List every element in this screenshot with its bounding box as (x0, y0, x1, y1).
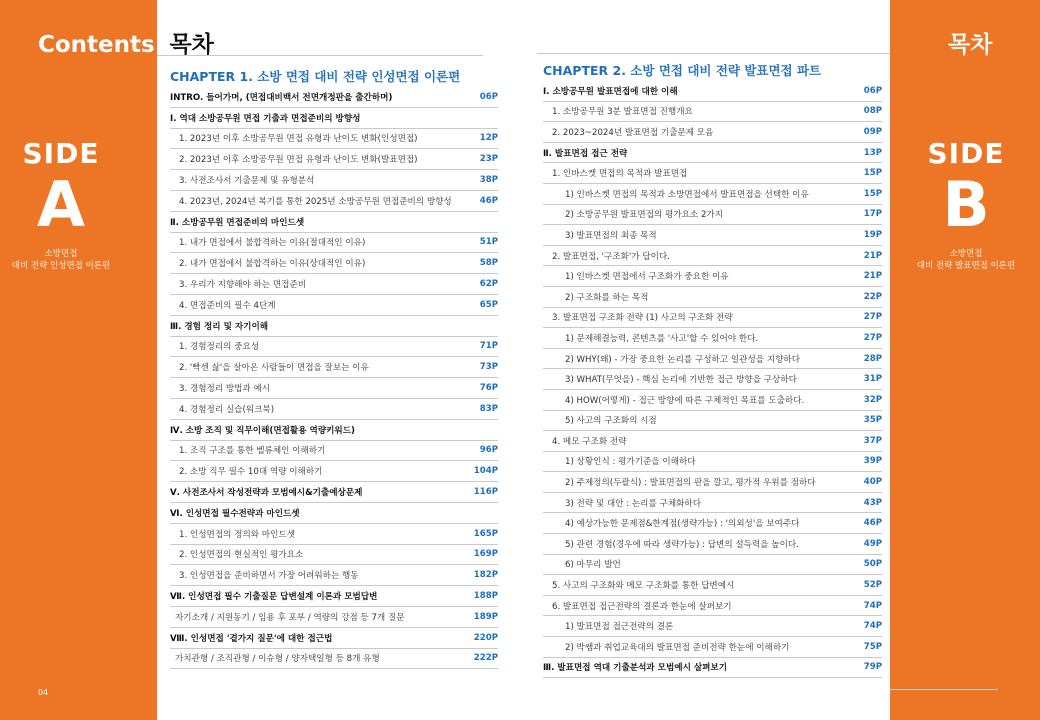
toc-entry-title: 3. 사전조사서 기출문제 및 유형분석 (179, 176, 315, 187)
toc-row[interactable] (170, 191, 498, 212)
toc-row[interactable] (170, 129, 498, 150)
page-number: 04 (38, 688, 49, 697)
toc-entry-page: 43P (863, 497, 882, 508)
toc-entry-page: 74P (863, 621, 882, 632)
side-a-letter: A (37, 168, 85, 241)
toc-entry-title: 3) WHAT(무엇을) - 핵심 논리에 기반한 접근 방향을 구상하다 (565, 375, 797, 386)
toc-entry-title: 2) WHY(왜) - 가장 중요한 논리를 구성하고 일관성을 지향하다 (565, 354, 801, 365)
toc-entry-title: 3. 인성면접을 준비하면서 가장 어려워하는 행동 (179, 571, 359, 582)
toc-entry-title: 3. 경험정리 방법과 예시 (179, 384, 271, 395)
toc-entry-title: 1) 문제해결능력, 콘텐츠를 '사고'할 수 있어야 한다. (565, 333, 759, 344)
toc-row[interactable] (170, 337, 498, 358)
toc-row[interactable] (543, 349, 882, 370)
toc-entry-page: 165P (473, 528, 498, 539)
toc-entry-title: 1) 발표면접 접근전략의 결론 (565, 622, 674, 633)
toc-entry-page: 222P (473, 653, 498, 664)
toc-entry-page: 51P (479, 237, 498, 248)
toc-entry-page: 21P (863, 271, 882, 282)
toc-row[interactable] (543, 637, 882, 658)
toc-entry-page: 15P (863, 168, 882, 179)
toc-row[interactable] (170, 170, 498, 191)
toc-row[interactable] (170, 524, 498, 545)
toc-entry-page: 39P (863, 456, 882, 467)
toc-entry-title: 2. '빡센 삶'을 살아온 사람들이 면접을 잘보는 이유 (179, 363, 369, 374)
toc-row[interactable] (170, 253, 498, 274)
toc-row[interactable] (170, 149, 498, 170)
toc-row[interactable] (543, 122, 882, 143)
toc-entry-page: 19P (863, 229, 882, 240)
toc-entry-title: 2. 2023~2024년 발표면접 기출문제 모음 (552, 127, 714, 138)
toc-entry-title: 가치관형 / 조직관형 / 이슈형 / 양자택일형 등 8개 유형 (175, 654, 380, 665)
toc-row[interactable] (170, 503, 498, 524)
toc-row[interactable] (543, 143, 882, 164)
toc-entry-title: 1) 인바스켓 면접의 목적과 소방면접에서 발표면접을 선택한 이유 (565, 189, 809, 200)
toc-entry-title: 4) HOW(어떻게) - 접근 방향에 따른 구체적인 목표를 도출하다. (565, 395, 805, 406)
toc-entry-title: 2. 인성면접의 현실적인 평가요소 (179, 550, 304, 561)
toc-entry-title: 4) 예상가능한 문제점&한계점(생략가능) : '의외성'을 보여주다 (565, 519, 800, 530)
chapter-1-title: CHAPTER 1. 소방 면접 대비 전략 인성면접 이론편 (170, 69, 461, 84)
toc-row[interactable] (543, 246, 882, 267)
toc-entry-title: 2) 박쌤과 취업교육대의 발표면접 준비전략 한눈에 이해하기 (565, 642, 790, 653)
side-b-sub1: 소방면접 (949, 249, 983, 259)
toc-entry-title: 1. 인바스켓 면접의 목적과 발표면접 (552, 169, 688, 180)
toc-entry-title: 3) 전략 및 대안 : 논리를 구체화하다 (565, 498, 702, 509)
right-orange-band (890, 0, 1040, 720)
toc-row[interactable] (543, 513, 882, 534)
toc-row[interactable] (170, 420, 498, 441)
toc-row[interactable] (543, 658, 882, 679)
toc-entry-page: 49P (863, 538, 882, 549)
toc-row[interactable] (543, 287, 882, 308)
toc-entry-title: 5) 사고의 구조화의 시점 (565, 416, 657, 427)
toc-entry-page: 75P (863, 641, 882, 652)
toc-entry-page: 79P (863, 662, 882, 673)
chapter-2-toc (543, 81, 882, 678)
toc-row[interactable] (543, 328, 882, 349)
toc-entry-page: 06P (479, 91, 498, 102)
toc-entry-title: Ⅴ. 사전조사서 작성전략과 모범예시&기출예상문제 (170, 488, 363, 499)
toc-entry-page: 09P (863, 126, 882, 137)
toc-row[interactable] (543, 184, 882, 205)
side-a-sub1: 소방면접 (44, 249, 78, 259)
toc-row[interactable] (170, 87, 498, 108)
toc-entry-page: 12P (479, 133, 498, 144)
toc-entry-page: 58P (479, 258, 498, 269)
toc-row[interactable] (543, 596, 882, 617)
toc-entry-title: 1. 2023년 이후 소방공무원 면접 유형과 난이도 변화(인성면접) (179, 134, 418, 145)
toc-entry-page: 31P (863, 374, 882, 385)
toc-entry-page: 189P (473, 611, 498, 622)
toc-row[interactable] (543, 555, 882, 576)
toc-entry-page: 08P (863, 106, 882, 117)
toc-entry-title: Ⅵ. 인성면접 필수전략과 마인드셋 (170, 508, 300, 519)
toc-row[interactable] (543, 575, 882, 596)
toc-entry-title: Ⅲ. 발표면접 역대 기출분석과 모범예시 살펴보기 (543, 663, 728, 674)
toc-row[interactable] (543, 102, 882, 123)
toc-entry-title: 2) 소방공무원 발표면접의 평가요소 2가지 (565, 210, 724, 221)
toc-row[interactable] (170, 212, 498, 233)
toc-entry-page: 23P (479, 154, 498, 165)
toc-entry-title: 1. 소방공무원 3분 발표면접 진행개요 (552, 107, 693, 118)
toc-entry-title: Ⅶ. 인성면접 필수 기출질문 답변설계 이론과 모범답변 (170, 592, 378, 603)
toc-entry-page: 76P (479, 383, 498, 394)
contents-heading-en: Contents. (38, 32, 164, 58)
toc-entry-title: Ⅰ. 역대 소방공무원 면접 기출과 면접준비의 방향성 (170, 113, 361, 124)
toc-entry-page: 37P (863, 435, 882, 446)
side-b-word: SIDE (927, 137, 1005, 170)
toc-row[interactable] (543, 225, 882, 246)
toc-entry-page: 116P (473, 487, 498, 498)
toc-row[interactable] (170, 316, 498, 337)
toc-entry-page: 28P (863, 353, 882, 364)
toc-entry-title: 1. 내가 면접에서 불합격하는 이유(절대적인 이유) (179, 238, 366, 249)
toc-entry-title: 3. 우리가 지향해야 하는 면접준비 (179, 280, 307, 291)
left-orange-band (0, 0, 157, 720)
toc-entry-title: 2. 내가 면접에서 불합격하는 이유(상대적인 이유) (179, 259, 366, 270)
toc-row[interactable] (543, 390, 882, 411)
toc-entry-title: 4. 2023년, 2024년 복기를 통한 2025년 소방공무원 면접준비의 방향성 (179, 196, 452, 207)
toc-entry-title: 3) 발표면접의 최종 목적 (565, 230, 657, 241)
toc-row[interactable] (543, 534, 882, 555)
toc-row[interactable] (543, 266, 882, 287)
toc-row[interactable] (543, 472, 882, 493)
toc-row[interactable] (170, 607, 498, 628)
side-b-label (904, 138, 1028, 272)
toc-entry-title: 1. 인성면접의 정의와 마인드셋 (179, 529, 296, 540)
toc-row[interactable] (543, 205, 882, 226)
toc-row[interactable] (543, 452, 882, 473)
toc-entry-page: 35P (863, 415, 882, 426)
toc-row[interactable] (543, 431, 882, 452)
right-page-heading: 목차 (948, 32, 993, 58)
toc-entry-page: 104P (473, 466, 498, 477)
toc-entry-page: 52P (863, 580, 882, 591)
toc-entry-title: Ⅲ. 경험 정리 및 자기이해 (170, 321, 269, 332)
toc-row[interactable] (170, 545, 498, 566)
side-a-label (0, 138, 122, 272)
toc-entry-page: 182P (473, 570, 498, 581)
side-b-letter: B (942, 168, 990, 241)
toc-row[interactable] (170, 461, 498, 482)
toc-entry-page: 73P (479, 362, 498, 373)
toc-entry-title: 1) 인바스켓 면접에서 구조화가 중요한 이유 (565, 272, 729, 283)
toc-entry-page: 13P (863, 147, 882, 158)
toc-entry-page: 27P (863, 332, 882, 343)
toc-row[interactable] (170, 482, 498, 503)
toc-entry-title: Ⅰ. 소방공무원 발표면접에 대한 이해 (543, 86, 678, 97)
toc-entry-title: 5) 관련 경험(경우에 따라 생략가능) : 답변의 설득력을 높이다. (565, 539, 799, 550)
toc-entry-title: 1) 상황인식 : 평가기준을 이해하다 (565, 457, 696, 468)
toc-entry-title: 2) 주제정의(두괄식) : 발표면접의 판을 깔고, 평가적 우위를 점하다 (565, 478, 816, 489)
toc-row[interactable] (170, 441, 498, 462)
toc-entry-page: 38P (479, 175, 498, 186)
toc-row[interactable] (170, 586, 498, 607)
toc-entry-page: 220P (473, 632, 498, 643)
toc-entry-page: 27P (863, 312, 882, 323)
side-a-word: SIDE (22, 137, 100, 170)
toc-entry-page: 62P (479, 279, 498, 290)
toc-entry-page: 40P (863, 477, 882, 488)
toc-entry-title: Ⅳ. 소방 조직 및 직무이해(면접활용 역량키워드) (170, 425, 355, 436)
toc-entry-title: 2. 소방 직무 필수 10대 역량 이해하기 (179, 467, 323, 478)
toc-row[interactable] (543, 163, 882, 184)
toc-entry-page: 06P (863, 85, 882, 96)
toc-row[interactable] (170, 565, 498, 586)
toc-entry-title: 2) 구조화를 하는 목적 (565, 292, 649, 303)
side-b-sub2: 대비 전략 발표면접 이론편 (916, 261, 1016, 271)
toc-entry-title: Ⅱ. 발표면접 접근 전략 (543, 148, 628, 159)
toc-entry-title: Ⅷ. 인성면접 '곁가지 질문'에 대한 접근법 (170, 633, 333, 644)
toc-row[interactable] (170, 233, 498, 254)
toc-entry-page: 96P (479, 445, 498, 456)
toc-entry-page: 50P (863, 559, 882, 570)
toc-row[interactable] (170, 108, 498, 129)
heading-rule-right (537, 53, 890, 54)
chapter-2-title: CHAPTER 2. 소방 면접 대비 전략 발표면접 파트 (543, 63, 822, 78)
contents-heading-kr: 목차 (169, 32, 214, 58)
toc-entry-page: 15P (863, 188, 882, 199)
toc-row[interactable] (543, 493, 882, 514)
toc-entry-title: INTRO. 들어가며, (면접대비백서 전면개정판을 출간하며) (170, 92, 393, 103)
toc-row[interactable] (543, 411, 882, 432)
toc-row[interactable] (543, 308, 882, 329)
toc-row[interactable] (543, 369, 882, 390)
toc-entry-title: 2. 발표면접, '구조화'가 답이다. (552, 251, 670, 262)
toc-entry-page: 65P (479, 299, 498, 310)
toc-entry-page: 83P (479, 403, 498, 414)
toc-row[interactable] (543, 81, 882, 102)
toc-entry-page: 169P (473, 549, 498, 560)
toc-entry-title: 2. 2023년 이후 소방공무원 면접 유형과 난이도 변화(발표면접) (179, 155, 418, 166)
toc-entry-page: 32P (863, 394, 882, 405)
toc-row[interactable] (170, 649, 498, 670)
toc-entry-title: 4. 메모 구조화 전략 (552, 436, 627, 447)
toc-entry-title: 5. 사고의 구조화와 메모 구조화를 통한 답변예시 (552, 581, 735, 592)
toc-entry-page: 22P (863, 291, 882, 302)
toc-entry-page: 74P (863, 600, 882, 611)
toc-entry-title: 6. 발표면접 접근전략의 결론과 한눈에 살펴보기 (552, 601, 732, 612)
footer-rule-right (890, 689, 998, 690)
toc-entry-title: 3. 발표면접 구조화 전략 (1) 사고의 구조화 전략 (552, 313, 733, 324)
toc-row[interactable] (543, 616, 882, 637)
toc-entry-page: 46P (479, 195, 498, 206)
toc-entry-title: Ⅱ. 소방공무원 면접준비의 마인드셋 (170, 217, 305, 228)
toc-row[interactable] (170, 628, 498, 649)
toc-entry-title: 자기소개 / 지원동기 / 임용 후 포부 / 역량의 강점 등 7개 질문 (175, 612, 405, 623)
toc-entry-page: 188P (473, 591, 498, 602)
toc-row[interactable] (170, 399, 498, 420)
toc-entry-title: 4. 면접준비의 필수 4단계 (179, 300, 276, 311)
toc-entry-title: 4. 경험정리 실습(워크북) (179, 404, 275, 415)
side-a-sub2: 대비 전략 인성면접 이론편 (11, 261, 111, 271)
toc-row[interactable] (170, 357, 498, 378)
toc-entry-title: 1. 조직 구조를 통한 벨류체인 이해하기 (179, 446, 326, 457)
heading-rule-left (157, 55, 483, 56)
toc-entry-page: 17P (863, 209, 882, 220)
toc-entry-page: 21P (863, 250, 882, 261)
chapter-1-toc (170, 87, 498, 669)
toc-entry-page: 46P (863, 518, 882, 529)
toc-entry-page: 71P (479, 341, 498, 352)
toc-row[interactable] (170, 295, 498, 316)
toc-entry-title: 6) 마무리 발언 (565, 560, 621, 571)
toc-row[interactable] (170, 274, 498, 295)
toc-entry-title: 1. 경험정리의 중요성 (179, 342, 260, 353)
toc-row[interactable] (170, 378, 498, 399)
